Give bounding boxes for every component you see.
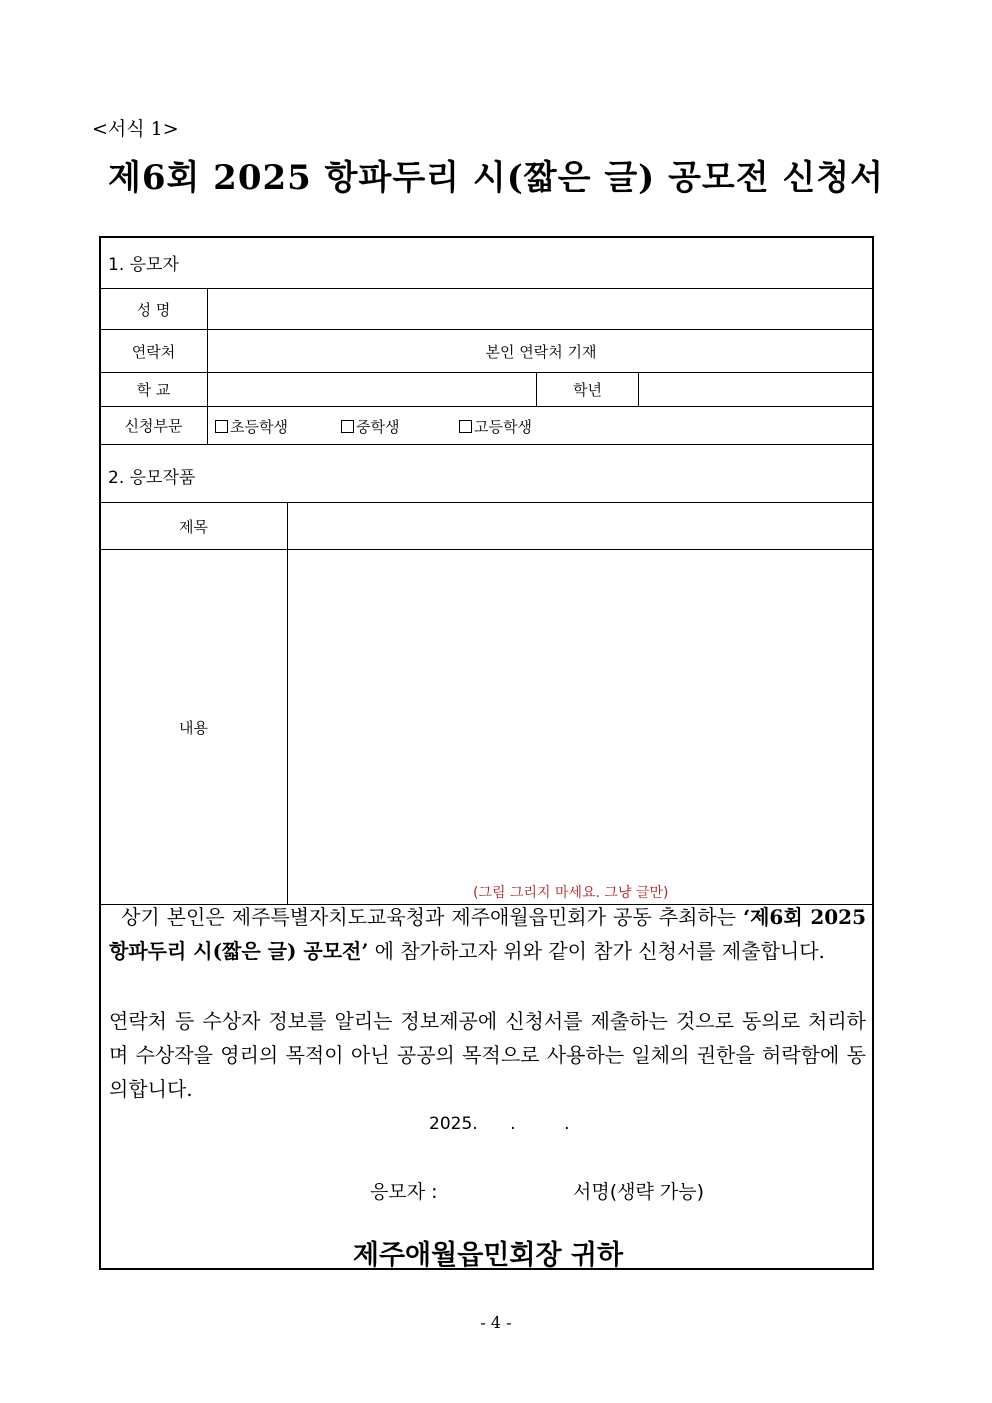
category-option-high[interactable]: 고등학생: [459, 416, 532, 437]
page-title: 제6회 2025 항파두리 시(짧은 글) 공모전 신청서: [108, 158, 884, 198]
section-work-heading: 2. 응모작품: [108, 468, 196, 488]
consent-paragraph-2: 연락처 등 수상자 정보를 알리는 정보제공에 신청서를 제출하는 것으로 동의로 처리하며 수상작을 영리의 목적이 아닌 공공의 목적으로 사용하는 일체의 권한을 허락함에 동의합니다.: [109, 1009, 866, 1101]
name-label: 성 명: [136, 300, 171, 319]
content-instruction-note: (그림 그리지 마세요. 그냥 글만): [473, 885, 669, 901]
contest-name-emphasis: ‘제6회 2025 항파두리 시(짧은 글) 공모전’: [109, 905, 866, 963]
checkbox-icon[interactable]: [215, 420, 228, 433]
work-title-field[interactable]: [288, 503, 874, 549]
consent-paragraph-1: 상기 본인은 제주특별자치도교육청과 제주애월읍민회가 공동 추최하는 ‘제6회 2025 항파두리 시(짧은 글) 공모전’ 에 참가하고자 위와 같이 참가 신청서를 제출합니다.: [109, 905, 866, 963]
section-applicant-heading: 1. 응모자: [108, 255, 179, 275]
grade-field[interactable]: [639, 373, 874, 406]
contact-label: 연락처: [131, 342, 176, 361]
school-field[interactable]: [208, 373, 536, 406]
submission-date: 2025. . .: [429, 1114, 570, 1134]
category-option-middle[interactable]: 중학생: [341, 416, 399, 437]
page-number: - 4 -: [480, 1313, 512, 1332]
form-number-label: <서식 1>: [92, 118, 179, 140]
work-content-label: 내용: [179, 718, 208, 737]
category-option-elementary[interactable]: 초등학생: [215, 416, 288, 437]
name-field[interactable]: [208, 289, 874, 329]
work-title-label: 제목: [179, 517, 208, 536]
work-content-field[interactable]: [288, 550, 874, 904]
addressee: 제주애월읍민회장 귀하: [352, 1240, 624, 1271]
school-label: 학 교: [136, 381, 171, 399]
checkbox-icon[interactable]: [341, 420, 354, 433]
applicant-label: 응모자 :: [370, 1181, 438, 1203]
category-label: 신청부문: [124, 417, 183, 435]
grade-label: 학년: [573, 381, 602, 399]
checkbox-icon[interactable]: [459, 420, 472, 433]
contact-field[interactable]: 본인 연락처 기재: [485, 342, 597, 361]
signature-label: 서명(생략 가능): [573, 1181, 704, 1203]
